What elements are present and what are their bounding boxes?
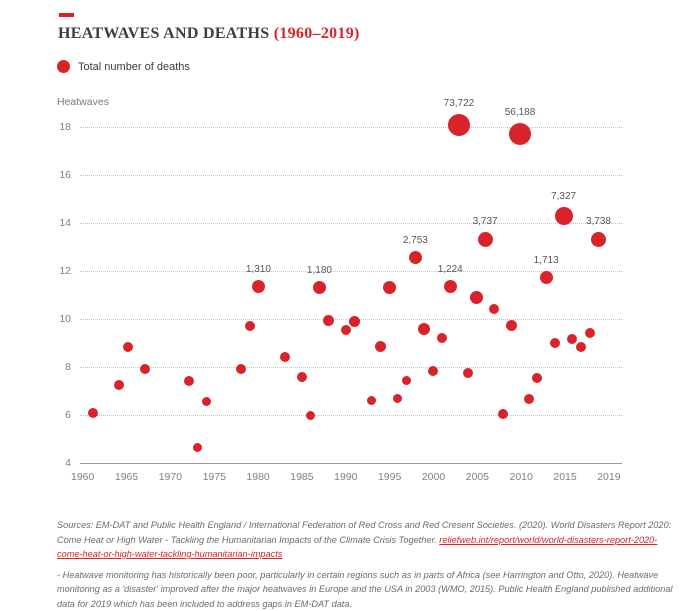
data-point-2013 <box>540 271 553 284</box>
gridline-4 <box>80 463 622 464</box>
data-point-2011 <box>524 394 534 404</box>
data-point-2006 <box>478 232 493 247</box>
data-point-2001 <box>437 333 447 343</box>
data-point-1978 <box>236 364 246 374</box>
y-tick-4: 4 <box>65 457 71 469</box>
y-tick-8: 8 <box>65 361 71 373</box>
data-point-1995 <box>383 281 396 294</box>
death-count-label-2002: 1,224 <box>437 264 463 276</box>
data-point-1993 <box>367 396 376 405</box>
data-point-2017 <box>576 342 586 352</box>
data-point-1996 <box>393 394 402 403</box>
data-point-1974 <box>202 397 211 406</box>
gridline-14 <box>80 223 622 224</box>
data-point-1985 <box>297 372 307 382</box>
x-tick-1975: 1975 <box>202 471 226 483</box>
data-point-2019 <box>591 232 606 247</box>
data-point-1987 <box>313 281 326 294</box>
x-tick-2005: 2005 <box>465 471 490 483</box>
sources-link[interactable]: reliefweb.int/report/world/world-disasters-report-2020-come-heat-or-high-water-tackling-humanitarian-impacts <box>57 534 658 559</box>
data-point-1965 <box>123 342 133 352</box>
data-point-2000 <box>428 366 438 376</box>
methodology-note: - Heatwave monitoring has historically been poor, particularly in certain regions such as in parts of Africa (see Harrington and Otto, 2020). Heatwave monitoring as a 'disaster' improved after the major heatwaves in Europe and the USA in 2003 (WMO, 2015). Public Health England published additional data for 2019 which has been included to address gaps in EM-DAT data. <box>57 569 673 609</box>
death-count-label-2003: 73,722 <box>443 97 475 109</box>
sources-paragraph <box>57 518 675 562</box>
data-point-1994 <box>375 341 386 352</box>
data-point-1967 <box>140 364 150 374</box>
y-tick-18: 18 <box>59 121 71 133</box>
data-point-2008 <box>498 409 508 419</box>
x-tick-1995: 1995 <box>377 471 402 483</box>
x-tick-1980: 1980 <box>246 471 270 483</box>
x-tick-2010: 2010 <box>509 471 533 483</box>
data-point-2012 <box>532 373 542 383</box>
data-point-2016 <box>567 334 577 344</box>
data-point-1990 <box>341 325 351 335</box>
data-point-2014 <box>550 338 560 348</box>
data-point-1979 <box>245 321 255 331</box>
death-count-label-2019: 3,738 <box>585 216 611 228</box>
data-point-2009 <box>506 320 517 331</box>
legend-label: Total number of deaths <box>78 61 190 73</box>
accent-dash <box>59 13 74 17</box>
death-count-label-1998: 2,753 <box>402 235 428 247</box>
data-point-1964 <box>114 380 124 390</box>
x-tick-1970: 1970 <box>158 471 183 483</box>
legend-dot-icon <box>57 60 70 73</box>
gridline-6 <box>80 415 622 416</box>
death-count-label-2010: 56,188 <box>504 107 536 119</box>
data-point-2002 <box>444 280 457 293</box>
data-point-1986 <box>306 411 315 420</box>
sources-text: Sources: EM-DAT and Public Health England / International Federation of Red Cross and Red Cresent Societies. (2020). World Disasters Report 2020: Come Heat or High Water - Tackling the Humanitarian Impacts of the Climate Crisis Together. <box>57 520 672 545</box>
data-point-2007 <box>489 304 499 314</box>
x-tick-2000: 2000 <box>421 471 446 483</box>
death-count-label-2013: 1,713 <box>533 254 559 266</box>
data-point-1972 <box>184 376 194 386</box>
y-tick-16: 16 <box>59 169 71 181</box>
y-tick-6: 6 <box>65 409 71 421</box>
page-title <box>58 25 360 43</box>
data-point-1973 <box>193 443 202 452</box>
death-count-label-2006: 3,737 <box>472 216 498 228</box>
x-tick-2019: 2019 <box>597 471 621 483</box>
page-title-period: (1960–2019) <box>273 25 360 42</box>
data-point-2003 <box>448 114 470 136</box>
data-point-1961 <box>88 408 98 418</box>
x-tick-1960: 1960 <box>71 471 95 483</box>
y-tick-10: 10 <box>59 313 71 325</box>
x-tick-1985: 1985 <box>290 471 314 483</box>
y-axis-title: Heatwaves <box>57 96 109 108</box>
data-point-1998 <box>409 251 422 264</box>
y-tick-14: 14 <box>59 217 71 229</box>
page-title-text: HEATWAVES AND DEATHS <box>58 25 270 42</box>
data-point-1983 <box>280 352 290 362</box>
x-tick-1965: 1965 <box>114 471 139 483</box>
death-count-label-2015: 7,327 <box>551 190 577 202</box>
data-point-1999 <box>418 323 430 335</box>
data-point-1997 <box>402 376 411 385</box>
death-count-label-1980: 1,310 <box>245 264 271 276</box>
y-tick-12: 12 <box>59 265 71 277</box>
data-point-2010 <box>509 123 531 145</box>
death-count-label-1987: 1,180 <box>306 265 332 277</box>
data-point-1991 <box>349 316 360 327</box>
gridline-18 <box>80 127 622 128</box>
x-tick-1990: 1990 <box>334 471 358 483</box>
data-point-2005 <box>470 291 483 304</box>
data-point-1988 <box>323 315 334 326</box>
data-point-2004 <box>463 368 473 378</box>
footer-notes <box>57 518 675 611</box>
gridline-16 <box>80 175 622 176</box>
x-tick-2015: 2015 <box>553 471 577 483</box>
data-point-1980 <box>252 280 265 293</box>
gridline-8 <box>80 367 622 368</box>
data-point-2018 <box>585 328 595 338</box>
